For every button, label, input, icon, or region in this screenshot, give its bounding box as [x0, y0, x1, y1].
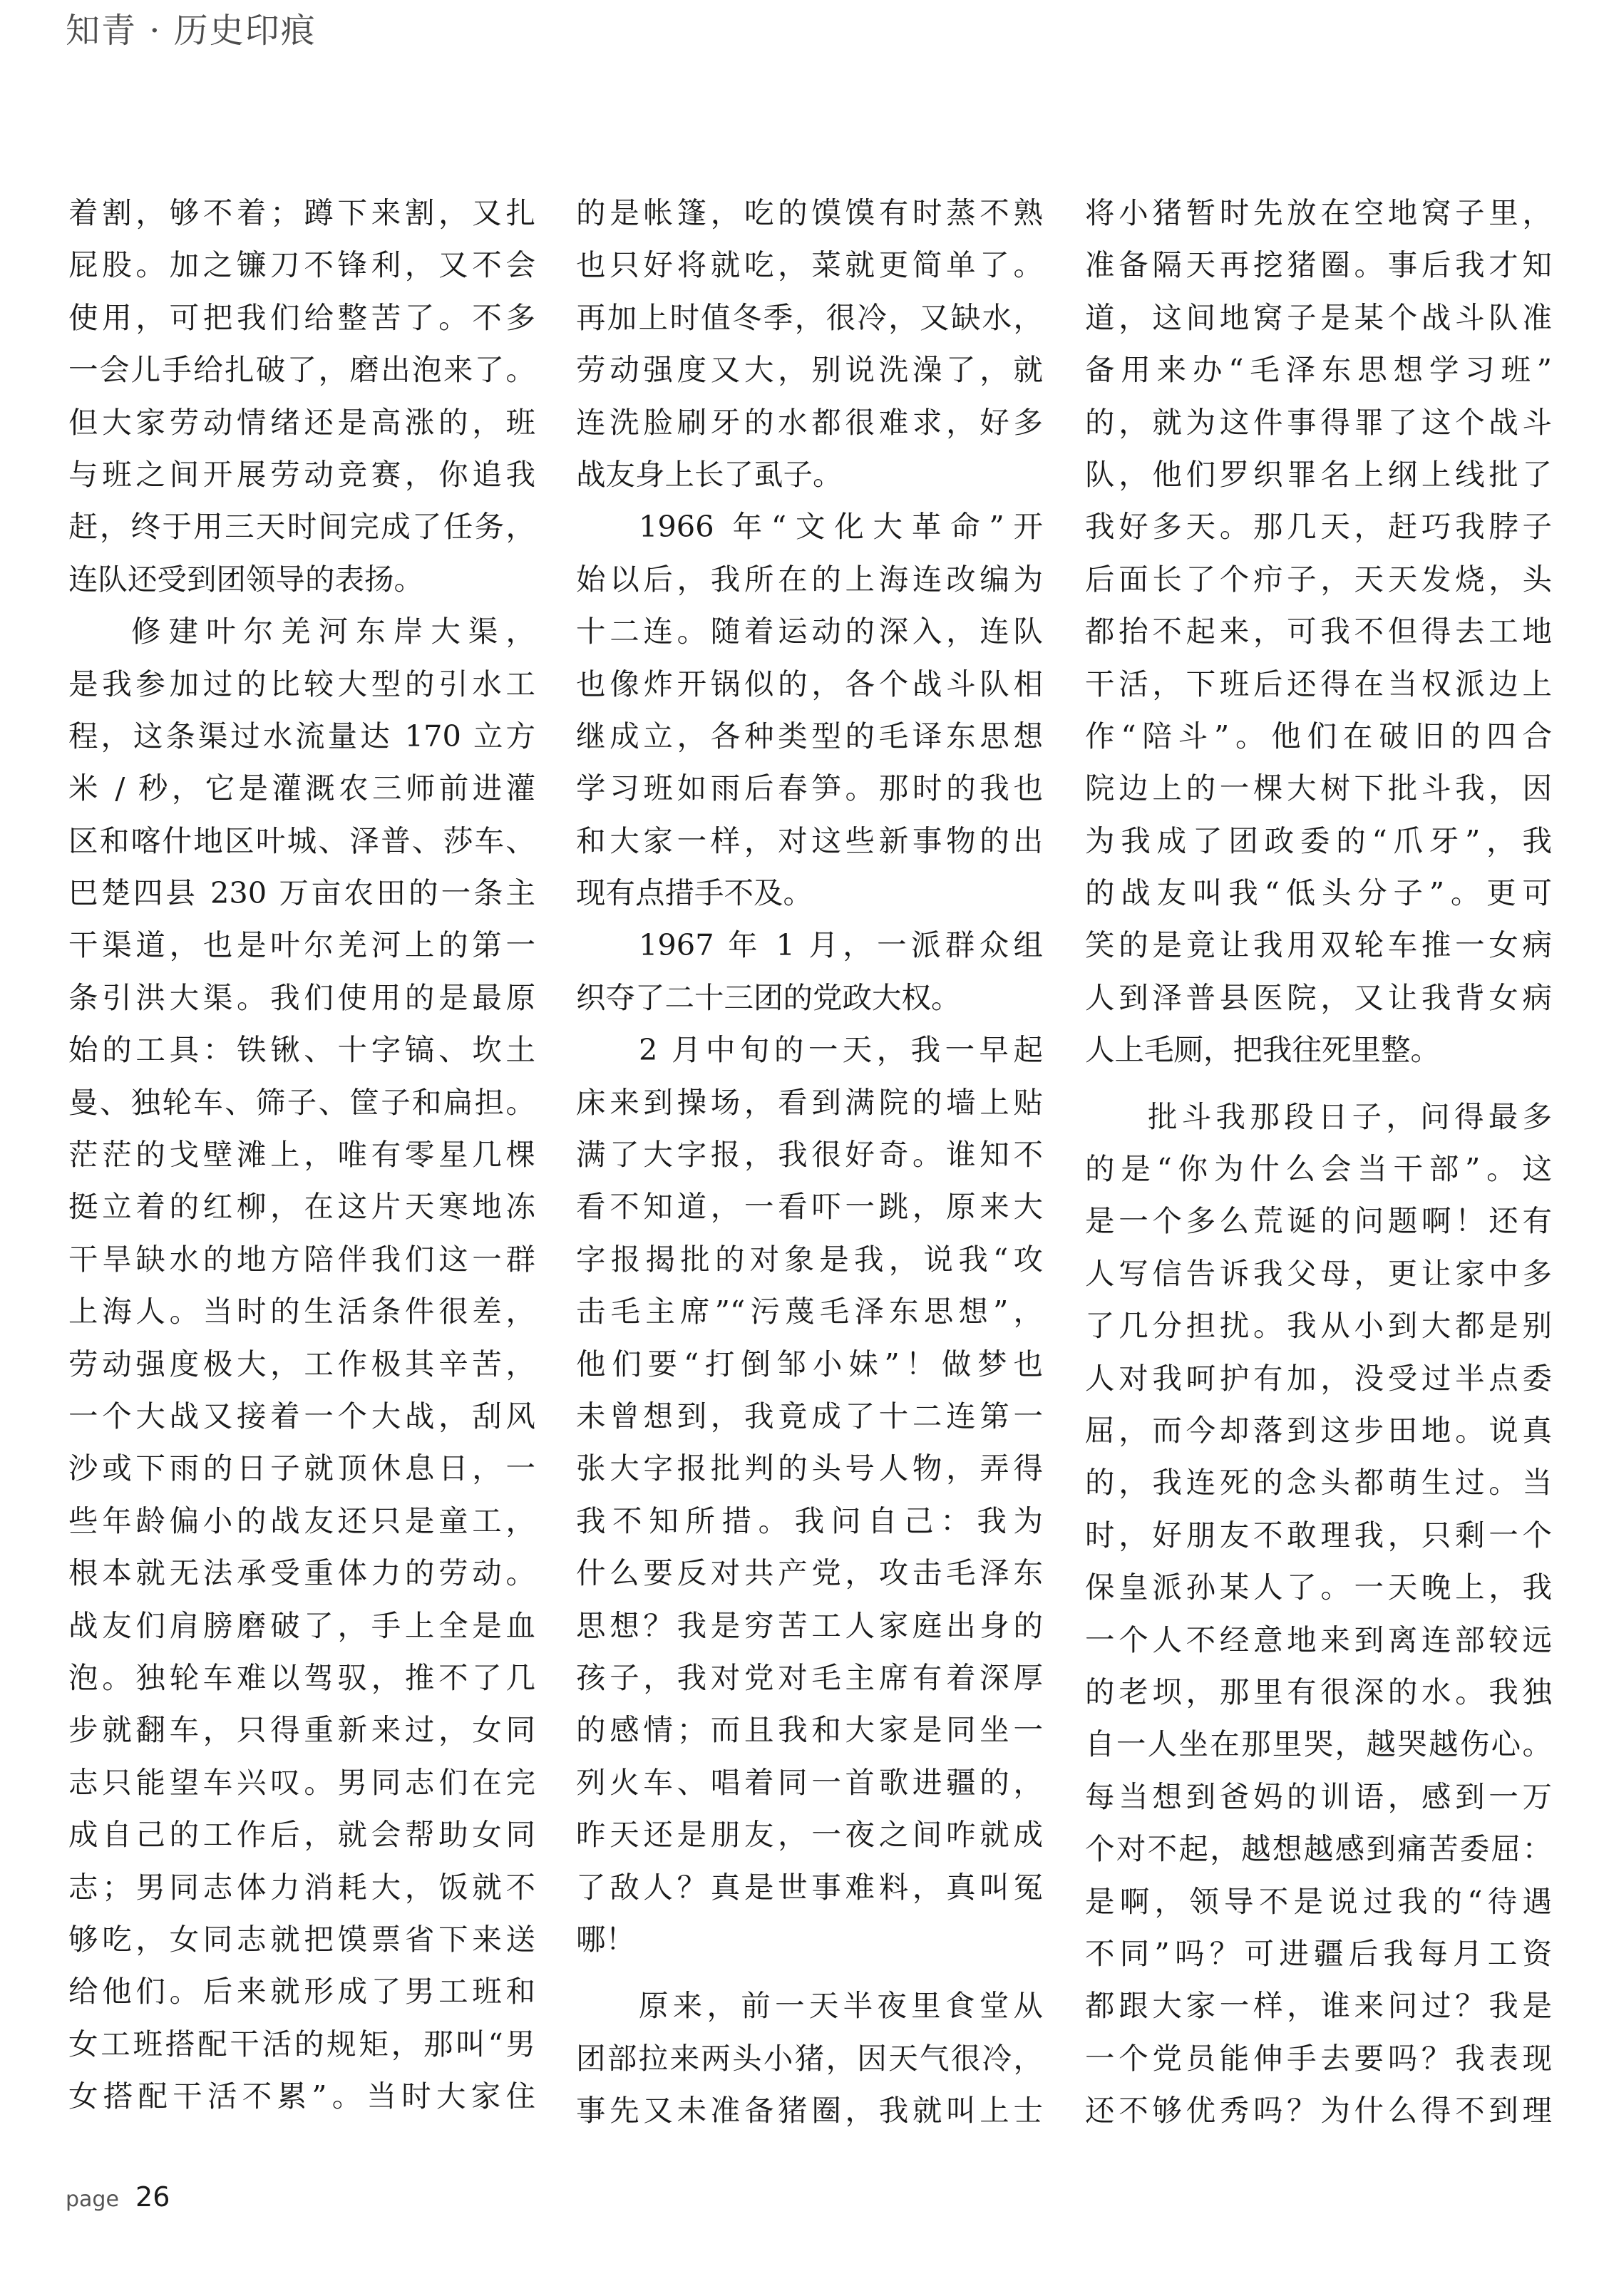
text-line: 都跟大家一样，谁来问过？我是: [1085, 1988, 1552, 2024]
text-line: 劳动强度又大，别说洗澡了，就: [576, 352, 1043, 388]
text-line: 干活，下班后还得在当权派边上: [1085, 666, 1552, 701]
page-footer: [66, 2181, 170, 2213]
text-line: 女搭配干活不累”。当时大家住: [68, 2079, 535, 2114]
text-line: 些年龄偏小的战友还只是童工，: [68, 1503, 535, 1538]
text-line: 张大字报批判的头号人物，弄得: [576, 1451, 1043, 1486]
text-line: 道，这间地窝子是某个战斗队准: [1085, 299, 1552, 335]
text-line: 泡。独轮车难以驾驭，推不了几: [68, 1659, 535, 1695]
text-line: 每当想到爸妈的训语，感到一万: [1085, 1778, 1552, 1814]
text-line: 继成立，各种类型的毛译东思想: [576, 718, 1043, 753]
text-line: 了几分担扰。我从小到大都是别: [1085, 1308, 1552, 1344]
paragraph-start-line: 1966 年“文化大革命”开: [639, 509, 1043, 545]
text-line: 现有点措手不及。: [576, 875, 813, 911]
text-line: 区和喀什地区叶城、泽普、莎车、: [68, 823, 535, 858]
text-line: 条引洪大渠。我们使用的是最原: [68, 979, 535, 1015]
text-line: 十二连。随着运动的深入，连队: [576, 614, 1043, 649]
text-line: 一会儿手给扎破了，磨出泡来了。: [68, 352, 535, 388]
text-line: 成自己的工作后，就会帮助女同: [68, 1817, 535, 1853]
text-line: 巴楚四县 230 万亩农田的一条主: [68, 875, 535, 911]
text-line: 团部拉来两头小猪，因天气很冷，: [576, 2040, 1043, 2076]
text-line: 程，这条渠过水流量达 170 立方: [68, 718, 535, 753]
text-line: 人写信告诉我父母，更让家中多: [1085, 1255, 1552, 1291]
text-line: 米 / 秒，它是灌溉农三师前进灌: [68, 771, 535, 806]
text-line: 志只能望车兴叹。男同志们在完: [68, 1764, 535, 1800]
text-column-3: [1085, 187, 1552, 2136]
magazine-header: 知青 · 历史印痕: [66, 11, 317, 51]
text-line: 我不知所措。我问自己：我为: [576, 1503, 1043, 1538]
paragraph-start-line: 批斗我那段日子，问得最多: [1148, 1098, 1552, 1134]
text-line: 保皇派孙某人了。一天晚上，我: [1085, 1570, 1552, 1605]
text-line: 着割，够不着；蹲下来割，又扎: [68, 195, 535, 230]
text-line: 干旱缺水的地方陪伴我们这一群: [68, 1241, 535, 1277]
text-line: 沙或下雨的日子就顶休息日，一: [68, 1451, 535, 1486]
text-line: 看不知道，一看吓一跳，原来大: [576, 1189, 1043, 1225]
text-line: 也像炸开锅似的，各个战斗队相: [576, 666, 1043, 701]
text-line: 始的工具：铁锹、十字镐、坎土: [68, 1032, 535, 1068]
text-line: 志；男同志体力消耗大，饭就不: [68, 1869, 535, 1905]
text-line: 将小猪暂时先放在空地窝子里，: [1085, 195, 1552, 230]
text-line: 的是“你为什么会当干部”。这: [1085, 1151, 1552, 1187]
text-line: 也只好将就吃，菜就更简单了。: [576, 247, 1043, 283]
text-line: 哪！: [576, 1921, 636, 1957]
text-line: 一个大战又接着一个大战，刮风: [68, 1398, 535, 1433]
paragraph-start-line: 1967 年 1 月，一派群众组: [639, 927, 1043, 963]
text-line: 的老坝，那里有很深的水。我独: [1085, 1674, 1552, 1709]
text-line: 织夺了二十三团的党政大权。: [576, 979, 961, 1015]
text-line: 上海人。当时的生活条件很差，: [68, 1294, 535, 1329]
text-column-2: [576, 187, 1043, 2136]
text-line: 根本就无法承受重体力的劳动。: [68, 1555, 535, 1591]
text-line: 战友身上长了虱子。: [576, 456, 843, 492]
text-line: 再加上时值冬季，很冷，又缺水，: [576, 299, 1043, 335]
text-line: 备用来办“毛泽东思想学习班”: [1085, 352, 1552, 388]
text-line: 和大家一样，对这些新事物的出: [576, 823, 1043, 858]
text-line: 是一个多么荒诞的问题啊！还有: [1085, 1203, 1552, 1239]
text-line: 一个人不经意地来到离连部较远: [1085, 1622, 1552, 1657]
text-line: 步就翻车，只得重新来过，女同: [68, 1712, 535, 1748]
text-line: 的，我连死的念头都萌生过。当: [1085, 1465, 1552, 1500]
text-line: 的感情；而且我和大家是同坐一: [576, 1712, 1043, 1748]
text-line: 击毛主席”“污蔑毛泽东思想”，: [576, 1294, 1043, 1329]
text-line: 挺立着的红柳，在这片天寒地冻: [68, 1189, 535, 1225]
text-line: 连洗脸刷牙的水都很难求，好多: [576, 404, 1043, 440]
text-line: 与班之间开展劳动竞赛，你追我: [68, 456, 535, 492]
text-line: 女工班搭配干活的规矩，那叫“男: [68, 2026, 535, 2061]
page-number: 26: [135, 2181, 170, 2213]
text-line: 人上毛厕，把我往死里整。: [1085, 1032, 1441, 1068]
paragraph-start-line: 2 月中旬的一天，我一早起: [639, 1032, 1043, 1068]
text-line: 字报揭批的对象是我，说我“攻: [576, 1241, 1043, 1277]
text-line: 笑的是竟让我用双轮车推一女病: [1085, 927, 1552, 963]
text-line: 赶，终于用三天时间完成了任务，: [68, 509, 535, 545]
text-line: 时，好朋友不敢理我，只剩一个: [1085, 1517, 1552, 1553]
text-line: 列火车、唱着同一首歌进疆的，: [576, 1764, 1043, 1800]
text-line: 干渠道，也是叶尔羌河上的第一: [68, 927, 535, 963]
text-line: 了敌人？真是世事难料，真叫冤: [576, 1869, 1043, 1905]
text-line: 准备隔天再挖猪圈。事后我才知: [1085, 247, 1552, 283]
text-line: 未曾想到，我竟成了十二连第一: [576, 1398, 1043, 1433]
paragraph-gap: [576, 1965, 1043, 1980]
text-line: 但大家劳动情绪还是高涨的，班: [68, 404, 535, 440]
text-line: 还不够优秀吗？为什么得不到理: [1085, 2093, 1552, 2128]
text-line: 队，他们罗织罪名上纲上线批了: [1085, 456, 1552, 492]
paragraph-start-line: 原来，前一天半夜里食堂从: [639, 1988, 1043, 2024]
text-line: 什么要反对共产党，攻击毛泽东: [576, 1555, 1043, 1591]
text-line: 思想？我是穷苦工人家庭出身的: [576, 1607, 1043, 1643]
text-line: 我好多天。那几天，赶巧我脖子: [1085, 509, 1552, 545]
text-line: 后面长了个疖子，天天发烧，头: [1085, 561, 1552, 597]
text-line: 战友们肩膀磨破了，手上全是血: [68, 1607, 535, 1643]
paragraph-start-line: 修建叶尔羌河东岸大渠，: [131, 614, 535, 649]
text-line: 劳动强度极大，工作极其辛苦，: [68, 1346, 535, 1381]
text-line: 他们要“打倒邹小妹”！做梦也: [576, 1346, 1043, 1381]
text-line: 事先又未准备猪圈，我就叫上士: [576, 2093, 1043, 2128]
text-line: 的是帐篷，吃的馍馍有时蒸不熟: [576, 195, 1043, 230]
text-line: 屈，而今却落到这步田地。说真: [1085, 1412, 1552, 1448]
text-line: 曼、独轮车、筛子、筐子和扁担。: [68, 1084, 535, 1120]
text-column-1: [68, 187, 535, 2122]
text-line: 为我成了团政委的“爪牙”，我: [1085, 823, 1552, 858]
text-line: 床来到操场，看到满院的墙上贴: [576, 1084, 1043, 1120]
text-line: 孩子，我对党对毛主席有着深厚: [576, 1659, 1043, 1695]
page-label: page: [66, 2187, 119, 2212]
text-line: 屁股。加之镰刀不锋利，又不会: [68, 247, 535, 283]
text-line: 给他们。后来就形成了男工班和: [68, 1974, 535, 2009]
text-line: 始以后，我所在的上海连改编为: [576, 561, 1043, 597]
text-line: 连队还受到团领导的表扬。: [68, 561, 424, 597]
text-line: 满了大字报，我很好奇。谁知不: [576, 1137, 1043, 1173]
text-line: 人到泽普县医院，又让我背女病: [1085, 979, 1552, 1015]
text-line: 都抬不起来，可我不但得去工地: [1085, 614, 1552, 649]
text-line: 作“陪斗”。他们在破旧的四合: [1085, 718, 1552, 753]
text-line: 学习班如雨后春笋。那时的我也: [576, 771, 1043, 806]
text-line: 茫茫的戈壁滩上，唯有零星几棵: [68, 1137, 535, 1173]
paragraph-gap: [1085, 1076, 1552, 1091]
text-line: 不同”吗？可进疆后我每月工资: [1085, 1935, 1552, 1971]
text-line: 个对不起，越想越感到痛苦委屈：: [1085, 1831, 1552, 1867]
text-line: 的战友叫我“低头分子”。更可: [1085, 875, 1552, 911]
text-line: 一个党员能伸手去要吗？我表现: [1085, 2040, 1552, 2076]
text-line: 是我参加过的比较大型的引水工: [68, 666, 535, 701]
text-line: 使用，可把我们给整苦了。不多: [68, 299, 535, 335]
text-line: 够吃，女同志就把馍票省下来送: [68, 1921, 535, 1957]
text-line: 院边上的一棵大树下批斗我，因: [1085, 771, 1552, 806]
text-line: 自一人坐在那里哭，越哭越伤心。: [1085, 1726, 1552, 1762]
text-line: 是啊，领导不是说过我的“待遇: [1085, 1883, 1552, 1919]
text-line: 昨天还是朋友，一夜之间咋就成: [576, 1817, 1043, 1853]
text-line: 的，就为这件事得罪了这个战斗: [1085, 404, 1552, 440]
text-line: 人对我呵护有加，没受过半点委: [1085, 1360, 1552, 1396]
